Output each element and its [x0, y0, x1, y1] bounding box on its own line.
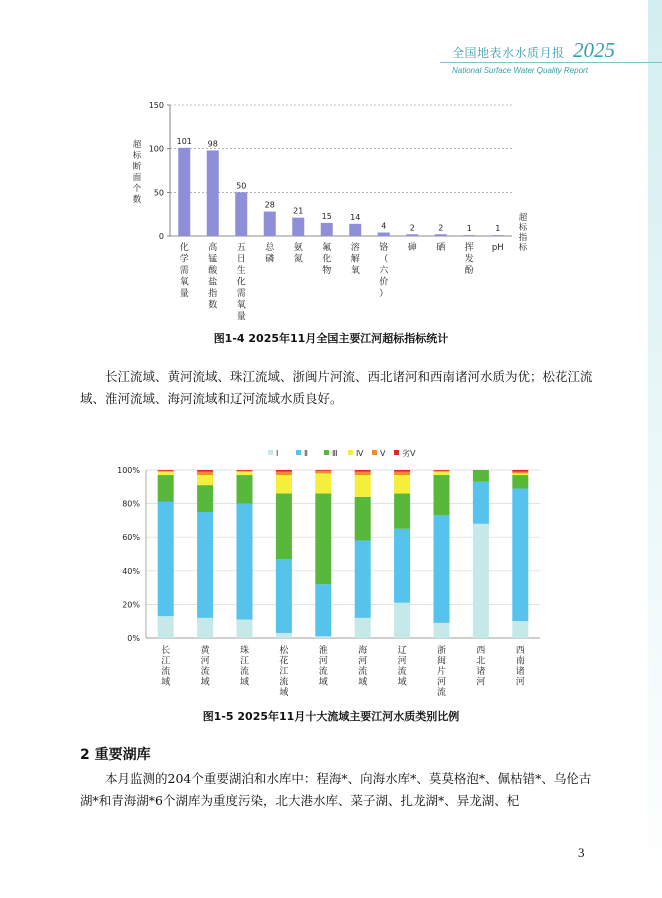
svg-text:西: 西 [476, 646, 486, 656]
stacked-bar-segment [512, 473, 528, 475]
stacked-bar-segment [512, 470, 528, 472]
svg-text:闽: 闽 [436, 656, 447, 667]
svg-text:指: 指 [518, 233, 528, 243]
bar-value-label: 21 [293, 206, 304, 216]
stacked-bar-segment [276, 472, 292, 475]
stacked-bar-segment [315, 470, 331, 471]
stacked-bar-segment [394, 494, 410, 529]
stacked-bar-segment [394, 603, 410, 638]
svg-text:硒: 硒 [436, 243, 446, 253]
stacked-bar-segment [355, 497, 371, 541]
svg-text:化: 化 [236, 277, 246, 288]
bar-value-label: 28 [264, 200, 275, 210]
stacked-bar-segment [197, 485, 213, 512]
svg-text:海: 海 [358, 646, 368, 656]
bar [349, 224, 361, 236]
svg-text:诸: 诸 [476, 667, 486, 677]
svg-text:标: 标 [132, 151, 142, 161]
stacked-bar-segment [394, 472, 410, 475]
stacked-bar-segment [276, 475, 292, 493]
y-tick-label: 20% [122, 600, 140, 610]
svg-text:（: （ [379, 254, 389, 265]
svg-text:量: 量 [236, 312, 246, 322]
legend-swatch [348, 450, 353, 455]
svg-text:河: 河 [358, 656, 368, 667]
stacked-bar-segment [434, 515, 450, 623]
report-title: 全国地表水水质月报 [452, 46, 565, 60]
svg-text:铬: 铬 [379, 243, 389, 253]
svg-text:量: 量 [179, 289, 189, 299]
stacked-bar-segment [434, 470, 450, 471]
stacked-bar-segment [473, 470, 489, 482]
bar [207, 150, 219, 236]
figure-1-5-caption: 图1-5 2025年11月十大流域主要江河水质类别比例 [202, 710, 460, 723]
svg-text:化: 化 [179, 243, 189, 253]
x-tick-label [265, 241, 275, 265]
svg-text:域: 域 [279, 688, 289, 698]
x-tick-label [294, 241, 303, 265]
y-tick-label: 0 [158, 232, 164, 241]
stacked-bar-segment [237, 471, 253, 472]
stacked-bar-segment [512, 475, 528, 488]
bar [264, 212, 276, 236]
svg-text:氧: 氧 [350, 266, 360, 276]
legend-label: Ⅰ [276, 449, 279, 458]
x-tick-label [240, 644, 249, 688]
stacked-bar-segment [197, 470, 213, 472]
stacked-bar-segment [197, 472, 213, 475]
svg-text:学: 学 [179, 254, 189, 265]
svg-text:河: 河 [476, 677, 486, 688]
x-tick-label [358, 644, 367, 688]
svg-text:解: 解 [350, 254, 360, 265]
svg-text:河: 河 [200, 656, 210, 667]
x-tick-label [408, 241, 417, 253]
bar-value-label: 4 [381, 221, 387, 231]
stacked-bar-segment [355, 470, 371, 472]
svg-text:流: 流 [318, 667, 328, 677]
svg-text:河: 河 [318, 656, 328, 667]
y-tick-label: 0% [127, 634, 140, 643]
legend-label: 劣Ⅴ [402, 449, 416, 458]
svg-text:生: 生 [236, 266, 246, 276]
bar-value-label: 2 [409, 223, 415, 233]
svg-text:河: 河 [436, 677, 447, 688]
y-tick-label: 60% [122, 533, 140, 543]
stacked-bar-segment [276, 633, 292, 638]
svg-text:南: 南 [515, 656, 525, 667]
x-tick-label [379, 241, 389, 299]
stacked-bar-segment [512, 621, 528, 638]
svg-text:辽: 辽 [397, 646, 407, 656]
svg-text:酚: 酚 [464, 266, 474, 276]
bar-value-label: 2 [438, 223, 444, 233]
bar-value-label: 50 [236, 181, 247, 191]
stacked-bar-segment [315, 494, 331, 585]
bar [235, 192, 247, 236]
svg-text:河: 河 [397, 656, 407, 667]
svg-text:个: 个 [132, 184, 142, 194]
report-subtitle: National Surface Water Quality Report [452, 66, 588, 75]
svg-text:浙: 浙 [436, 646, 447, 656]
stacked-bar-segment [158, 471, 174, 472]
section-heading: 2 重要湖库 [80, 747, 151, 763]
legend-swatch [268, 450, 273, 455]
svg-text:江: 江 [279, 667, 289, 677]
stacked-bar-segment [276, 559, 292, 633]
svg-text:砷: 砷 [407, 243, 417, 253]
legend-swatch [324, 450, 329, 455]
svg-text:高: 高 [208, 243, 218, 253]
svg-text:域: 域 [318, 677, 328, 688]
x-tick-label [476, 645, 485, 688]
svg-text:挥: 挥 [464, 243, 474, 253]
svg-text:指: 指 [208, 289, 218, 299]
svg-text:面: 面 [132, 173, 142, 183]
svg-text:域: 域 [239, 677, 250, 688]
legend-swatch [394, 450, 399, 455]
bar-value-label: 98 [207, 139, 218, 149]
svg-text:氧: 氧 [179, 277, 189, 288]
svg-text:数: 数 [132, 195, 142, 205]
stacked-bar-segment [158, 616, 174, 638]
stacked-bar-segment [355, 541, 371, 618]
stacked-bar-segment [315, 636, 331, 638]
stacked-bar-segment [434, 472, 450, 475]
svg-text:诸: 诸 [515, 667, 525, 677]
y-axis-label [133, 139, 142, 205]
y-tick-label: 150 [148, 101, 164, 110]
bar-value-label: 1 [495, 224, 501, 234]
stacked-bar-segment [237, 475, 253, 504]
svg-text:需: 需 [236, 289, 246, 299]
svg-text:标: 标 [518, 243, 528, 253]
x-tick-label [351, 241, 360, 276]
stacked-bar-segment [512, 472, 528, 474]
stacked-bar-segment [315, 584, 331, 636]
svg-text:总: 总 [265, 243, 275, 253]
x-tick-label [279, 644, 289, 698]
page-number: 3 [578, 845, 585, 860]
x-tick-label [437, 644, 446, 698]
bar [292, 218, 304, 236]
bar [435, 234, 447, 236]
stacked-bar-segment [355, 618, 371, 638]
bar-value-label: 14 [350, 212, 361, 222]
svg-text:域: 域 [358, 677, 368, 688]
legend-swatch [296, 450, 301, 455]
svg-text:片: 片 [436, 667, 447, 677]
svg-text:物: 物 [322, 266, 332, 276]
legend-label: Ⅲ [332, 449, 338, 458]
bar-value-label: 15 [321, 211, 332, 221]
svg-text:淮: 淮 [318, 646, 328, 656]
svg-text:松: 松 [279, 646, 289, 656]
x-tick-label [237, 242, 246, 322]
svg-text:流: 流 [397, 667, 407, 677]
stacked-bar-segment [315, 473, 331, 493]
svg-text:流: 流 [279, 677, 289, 688]
stacked-bar-segment [158, 470, 174, 471]
svg-text:五: 五 [236, 243, 246, 253]
y-tick-label: 50 [153, 188, 164, 198]
x-tick-label [322, 241, 331, 276]
svg-text:珠: 珠 [239, 646, 250, 656]
x-tick-label [161, 645, 170, 688]
svg-text:需: 需 [179, 266, 189, 276]
bar-value-label: 101 [176, 136, 192, 146]
x-tick-label: pH [491, 243, 504, 253]
stacked-bar-segment [394, 529, 410, 603]
svg-text:江: 江 [161, 656, 171, 667]
stacked-bar-segment [355, 475, 371, 497]
stacked-bar-segment [237, 504, 253, 620]
paragraph-lakes: 本月监测的204个重要湖泊和水库中：程海*、向海水库*、莫莫格泡*、佩枯错*、乌伦古湖*和青海湖*6个湖库为重度污染，北大港水库、菜子湖、扎龙湖*、异龙湖、杞 [80, 771, 592, 808]
svg-text:西: 西 [515, 646, 525, 656]
figure-1-4-caption: 图1-4 2025年11月全国主要江河超标指标统计 [213, 332, 449, 345]
stacked-bar-segment [197, 475, 213, 485]
bar [406, 234, 418, 236]
stacked-bar-segment [394, 475, 410, 493]
svg-text:河: 河 [515, 677, 525, 688]
x-axis-label [519, 212, 528, 253]
stacked-bar-segment [276, 470, 292, 472]
bar [378, 233, 390, 236]
stacked-bar-segment [315, 471, 331, 474]
svg-text:域: 域 [200, 677, 210, 688]
stacked-bar-segment [473, 524, 489, 638]
stacked-bar-segment [473, 482, 489, 524]
stacked-bar-segment [434, 471, 450, 472]
svg-text:化: 化 [322, 254, 332, 265]
legend-label: Ⅳ [356, 449, 364, 458]
stacked-bar-segment [158, 472, 174, 475]
svg-text:日: 日 [236, 254, 246, 265]
stacked-bar-segment [355, 472, 371, 475]
bar [321, 223, 333, 236]
stacked-bar-segment [158, 475, 174, 502]
svg-text:酸: 酸 [208, 266, 218, 276]
svg-text:流: 流 [161, 667, 171, 677]
basin-stacked-bar-chart [0, 438, 662, 718]
stacked-bar-segment [197, 618, 213, 638]
y-tick-label: 80% [122, 499, 140, 509]
svg-text:磷: 磷 [265, 254, 275, 265]
svg-text:长: 长 [161, 646, 171, 656]
svg-text:数: 数 [208, 300, 218, 311]
stacked-bar-segment [512, 488, 528, 621]
svg-text:锰: 锰 [208, 254, 218, 265]
svg-text:氮: 氮 [293, 254, 303, 265]
y-tick-label: 100% [117, 466, 140, 475]
stacked-bar-segment [197, 512, 213, 618]
svg-text:价: 价 [379, 277, 389, 288]
stacked-bar-segment [276, 494, 292, 560]
svg-text:氧: 氧 [236, 300, 246, 311]
svg-text:流: 流 [200, 667, 210, 677]
legend-label: Ⅱ [304, 449, 308, 458]
x-tick-label [201, 644, 211, 688]
svg-text:流: 流 [436, 688, 447, 698]
x-tick-label [180, 241, 189, 299]
svg-text:发: 发 [464, 254, 474, 265]
legend-label: Ⅴ [380, 449, 386, 458]
svg-text:氟: 氟 [322, 243, 332, 253]
svg-text:花: 花 [279, 656, 289, 667]
stacked-bar-segment [237, 472, 253, 475]
svg-text:断: 断 [132, 162, 142, 172]
x-tick-label [208, 241, 218, 311]
stacked-bar-segment [237, 470, 253, 471]
bar [463, 235, 475, 236]
svg-text:标: 标 [518, 223, 528, 233]
header-divider [440, 62, 662, 63]
svg-text:流: 流 [358, 667, 368, 677]
svg-text:江: 江 [239, 656, 250, 667]
stacked-bar-segment [434, 475, 450, 515]
paragraph-water-quality: 长江流域、黄河流域、珠江流域、浙闽片河流、西北诸河和西南诸河水质为优；松花江流域、淮河流域、海河流域和辽河流域水质良好。 [80, 369, 593, 406]
svg-text:超: 超 [518, 213, 528, 223]
stacked-bar-segment [158, 502, 174, 616]
svg-text:）: ） [379, 289, 389, 299]
x-tick-label [436, 242, 445, 253]
stacked-bar-segment [434, 623, 450, 638]
svg-text:域: 域 [161, 677, 171, 688]
svg-text:盐: 盐 [208, 277, 218, 288]
x-tick-label [516, 645, 525, 688]
svg-text:六: 六 [379, 266, 389, 276]
stacked-bar-segment [394, 470, 410, 472]
svg-text:溶: 溶 [350, 243, 360, 253]
bar-value-label: 1 [466, 224, 472, 234]
bar [178, 148, 190, 236]
y-tick-label: 100 [148, 144, 164, 154]
svg-text:域: 域 [397, 677, 407, 688]
legend-swatch [372, 450, 377, 455]
svg-text:超: 超 [132, 140, 142, 150]
svg-text:北: 北 [476, 656, 486, 667]
stacked-bar-segment [237, 620, 253, 638]
x-tick-label [319, 644, 328, 688]
svg-text:氨: 氨 [293, 243, 303, 253]
y-tick-label: 40% [122, 566, 140, 576]
svg-text:流: 流 [239, 667, 250, 677]
x-tick-label [465, 241, 474, 276]
svg-text:黄: 黄 [200, 646, 210, 656]
x-tick-label [398, 645, 407, 688]
bar [492, 235, 504, 236]
report-year: 2025 [573, 38, 615, 62]
